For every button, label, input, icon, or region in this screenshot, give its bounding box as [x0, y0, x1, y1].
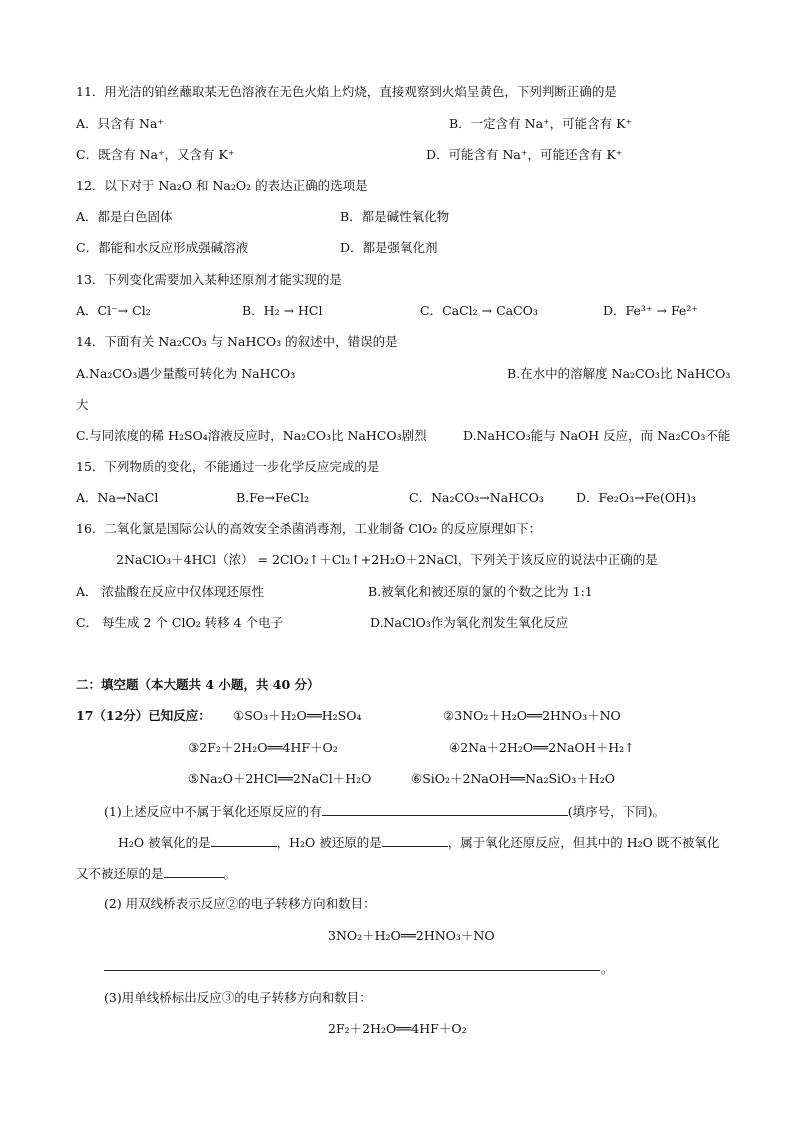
q11-stem: 11．用光洁的铂丝蘸取某无色溶液在无色火焰上灼烧，直接观察到火焰呈黄色，下列判断正确的是 [76, 84, 617, 99]
q15-stem: 15．下列物质的变化，不能通过一步化学反应完成的是 [76, 459, 380, 474]
q17-part1-line2 [118, 833, 719, 851]
q17-part2: (2) 用双线桥表示反应②的电子转移方向和数目： [104, 896, 376, 911]
q17-part1 [104, 802, 665, 820]
q17-part1-neither-label: ，属于氧化还原反应，但其中的 H₂O 既不被氧化 [447, 835, 720, 850]
q17-part1-neither-label-cont: 又不被还原的是 [76, 866, 164, 881]
q13-option-a: A．Cl⁻→ Cl₂ [76, 303, 151, 318]
q17-reaction-4: ④2Na＋2H₂O══2NaOH＋H₂↑ [449, 740, 635, 755]
q17-part3: (3)用单线桥标出反应③的电子转移方向和数目： [104, 990, 372, 1005]
q17-part1-line3 [76, 864, 236, 882]
q14-option-c: C.与同浓度的稀 H₂SO₄溶液反应时，Na₂CO₃比 NaHCO₃剧烈 [76, 428, 427, 443]
q14-option-d: D.NaHCO₃能与 NaOH 反应，而 Na₂CO₃不能 [463, 428, 731, 443]
q16-option-d: D.NaClO₃作为氧化剂发生氧化反应 [370, 615, 569, 630]
q17-reaction-5: ⑤Na₂O＋2HCl══2NaCl＋H₂O [188, 771, 372, 786]
q15-option-b: B.Fe→FeCl₂ [236, 490, 309, 505]
q13-stem: 13．下列变化需要加入某种还原剂才能实现的是 [76, 272, 342, 287]
q12-option-b: B．都是碱性氧化物 [340, 209, 450, 224]
q14-option-b-continued: 大 [76, 397, 89, 412]
answer-line[interactable] [104, 970, 600, 971]
q16-option-c: C． 每生成 2 个 ClO₂ 转移 4 个电子 [76, 615, 284, 630]
q14-option-b: B.在水中的溶解度 Na₂CO₃比 NaHCO₃ [507, 366, 731, 381]
blank-non-redox[interactable] [322, 802, 568, 816]
q12-stem: 12．以下对于 Na₂O 和 Na₂O₂ 的表达正确的选项是 [76, 178, 368, 193]
q12-option-d: D．都是强氧化剂 [340, 240, 438, 255]
q16-option-a: A． 浓盐酸在反应中仅体现还原性 [76, 584, 265, 599]
q16-option-b: B.被氧化和被还原的氯的个数之比为 1:1 [368, 584, 593, 599]
q17-reaction-1: ①SO₃＋H₂O══H₂SO₄ [233, 708, 362, 723]
q11-option-d: D．可能含有 Na⁺，可能还含有 K⁺ [426, 147, 623, 162]
q15-option-d: D．Fe₂O₃→Fe(OH)₃ [576, 490, 696, 505]
q17-part1-oxidized-label: H₂O 被氧化的是 [118, 835, 211, 850]
q13-option-c: C．CaCl₂ → CaCO₃ [420, 303, 538, 318]
q17-part2-end: 。 [601, 961, 614, 976]
q17-part1-prefix: (1)上述反应中不属于氧化还原反应的有 [104, 804, 322, 819]
q17-part3-equation: 2F₂＋2H₂O══4HF＋O₂ [328, 1021, 467, 1036]
blank-water-oxidized[interactable] [211, 833, 277, 847]
q14-stem: 14．下面有关 Na₂CO₃ 与 NaHCO₃ 的叙述中，错误的是 [76, 334, 398, 349]
q17-reaction-3: ③2F₂＋2H₂O══4HF＋O₂ [188, 740, 338, 755]
q17-part1-reduced-label: ，H₂O 被还原的是 [276, 835, 382, 850]
q12-option-a: A．都是白色固体 [76, 209, 173, 224]
q11-option-a: A．只含有 Na⁺ [76, 116, 164, 131]
q17-part2-equation: 3NO₂＋H₂O══2HNO₃＋NO [328, 928, 495, 943]
q17-reaction-6: ⑥SiO₂＋2NaOH══Na₂SiO₃＋H₂O [411, 771, 615, 786]
q12-option-c: C．都能和水反应形成强碱溶液 [76, 240, 249, 255]
q15-option-a: A．Na→NaCl [76, 490, 159, 505]
section-title: 二：填空题（本大题共 4 小题，共 40 分） [76, 677, 320, 692]
q15-option-c: C．Na₂CO₃→NaHCO₃ [409, 490, 544, 505]
q16-equation: 2NaClO₃＋4HCl（浓） = 2ClO₂↑＋Cl₂↑+2H₂O＋2NaCl，下列关于该反应的说法中正确的是 [116, 552, 658, 567]
q17-reaction-2: ②3NO₂＋H₂O══2HNO₃＋NO [443, 708, 621, 723]
q14-option-a: A.Na₂CO₃遇少量酸可转化为 NaHCO₃ [76, 366, 296, 381]
q16-stem: 16．二氧化氯是国际公认的高效安全杀菌消毒剂，工业制备 ClO₂ 的反应原理如下： [76, 521, 542, 536]
q17-part1-period: 。 [223, 866, 237, 881]
q13-option-b: B．H₂ → HCl [242, 303, 323, 318]
q11-option-b: B．一定含有 Na⁺，可能含有 K⁺ [449, 116, 633, 131]
q11-option-c: C．既含有 Na⁺，又含有 K⁺ [76, 147, 235, 162]
q17-part1-suffix: (填序号，下同)。 [567, 804, 665, 819]
q13-option-d: D．Fe³⁺ → Fe²⁺ [603, 303, 698, 318]
blank-water-neither[interactable] [164, 864, 224, 878]
blank-water-reduced[interactable] [382, 833, 448, 847]
q17-label: 17（12分）已知反应： [76, 708, 211, 723]
